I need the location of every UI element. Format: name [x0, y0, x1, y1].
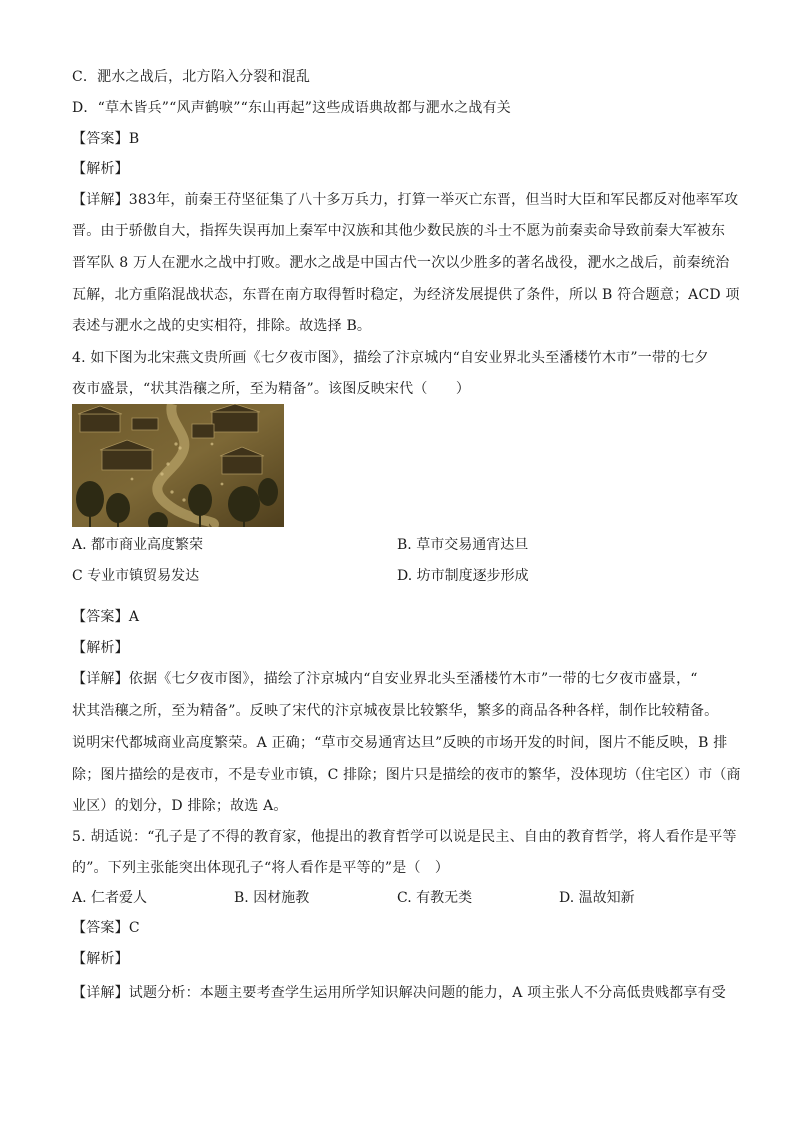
q3-answer	[72, 129, 724, 149]
q5-analysis-label: 【解析】	[72, 951, 129, 967]
q5-answer	[72, 918, 724, 938]
q5-option-d: D. 温故知新	[559, 890, 635, 906]
q5-stem-line: 5. 胡适说：“孔子是了不得的教育家，他提出的教育哲学可以说是民主、自由的教育哲学，将人看作是平等	[72, 829, 737, 845]
q3-option-c: C．淝水之战后，北方陷入分裂和混乱	[72, 69, 311, 85]
answer-label: 【答案】	[72, 920, 129, 936]
q3-detail-line: 瓦解，北方重陷混战状态，东晋在南方取得暂时稳定，为经济发展提供了条件，所以 B 符合题意；ACD 项	[72, 287, 740, 303]
q4-detail-line: 业区）的划分，D 排除；故选 A。	[72, 798, 288, 814]
q5-option-c: C. 有教无类	[397, 890, 473, 906]
q4-stem-line: 夜市盛景，“状其浩穰之所，至为精备”。该图反映宋代（ ）	[72, 381, 471, 397]
q4-detail-line: 【详解】依据《七夕夜市图》，描绘了汴京城内“自安业界北头至潘楼竹木市”一带的七夕夜市盛景，“	[72, 671, 698, 687]
q5-stem-line: 的”。下列主张能突出体现孔子“将人看作是平等的”是（ ）	[72, 860, 450, 876]
q4-answer	[72, 607, 724, 627]
q4-option-a: A. 都市商业高度繁荣	[72, 537, 204, 553]
answer-value: C	[128, 920, 140, 936]
q3-detail-line: 晋军队 8 万人在淝水之战中打败。淝水之战是中国古代一次以少胜多的著名战役，淝水之战后，前秦统治	[72, 255, 730, 271]
q4-stem-line: 4. 如下图为北宋燕文贵所画《七夕夜市图》，描绘了汴京城内“自安业界北头至潘楼竹木市”一带的七夕	[72, 350, 709, 366]
painting-image	[72, 404, 284, 527]
q4-option-b: B. 草市交易通宵达旦	[397, 537, 529, 553]
night-market-painting	[72, 404, 284, 527]
answer-label: 【答案】	[72, 609, 129, 625]
answer-value: B	[128, 131, 140, 147]
q4-detail-line: 除；图片描绘的是夜市，不是专业市镇，C 排除；图片只是描绘的夜市的繁华，没体现坊（住宅区）市（商	[72, 767, 741, 783]
q3-analysis-label: 【解析】	[72, 161, 129, 177]
q4-analysis-label: 【解析】	[72, 640, 129, 656]
q3-detail-line: 晋。由于骄傲自大，指挥失误再加上秦军中汉族和其他少数民族的斗士不愿为前秦卖命导致前秦大军被东	[72, 223, 726, 239]
q5-option-b: B. 因材施教	[234, 890, 310, 906]
q4-detail-line: 说明宋代都城商业高度繁荣。A 正确；“草市交易通宵达旦”反映的市场开发的时间，图片不能反映，B 排	[72, 735, 728, 751]
q5-detail-line: 【详解】试题分析：本题主要考查学生运用所学知识解决问题的能力，A 项主张人不分高低贵贱都享有受	[72, 985, 726, 1001]
q4-option-d: D. 坊市制度逐步形成	[397, 568, 529, 584]
q5-option-a: A. 仁者爱人	[72, 890, 148, 906]
answer-value: A	[128, 609, 140, 625]
q3-detail-line: 表述与淝水之战的史实相符，排除。故选择 B。	[72, 318, 372, 334]
q3-option-d: D．“草木皆兵”“风声鹤唳”“东山再起”这些成语典故都与淝水之战有关	[72, 100, 511, 116]
q4-option-c: C 专业市镇贸易发达	[72, 568, 200, 584]
q3-detail-line: 【详解】383年，前秦王苻坚征集了八十多万兵力，打算一举灭亡东晋，但当时大臣和军民都反对他率军攻	[72, 192, 739, 208]
answer-label: 【答案】	[72, 131, 129, 147]
q4-detail-line: 状其浩穰之所，至为精备”。反映了宋代的汴京城夜景比较繁华，繁多的商品各种各样，制作比较精备。	[72, 703, 719, 719]
